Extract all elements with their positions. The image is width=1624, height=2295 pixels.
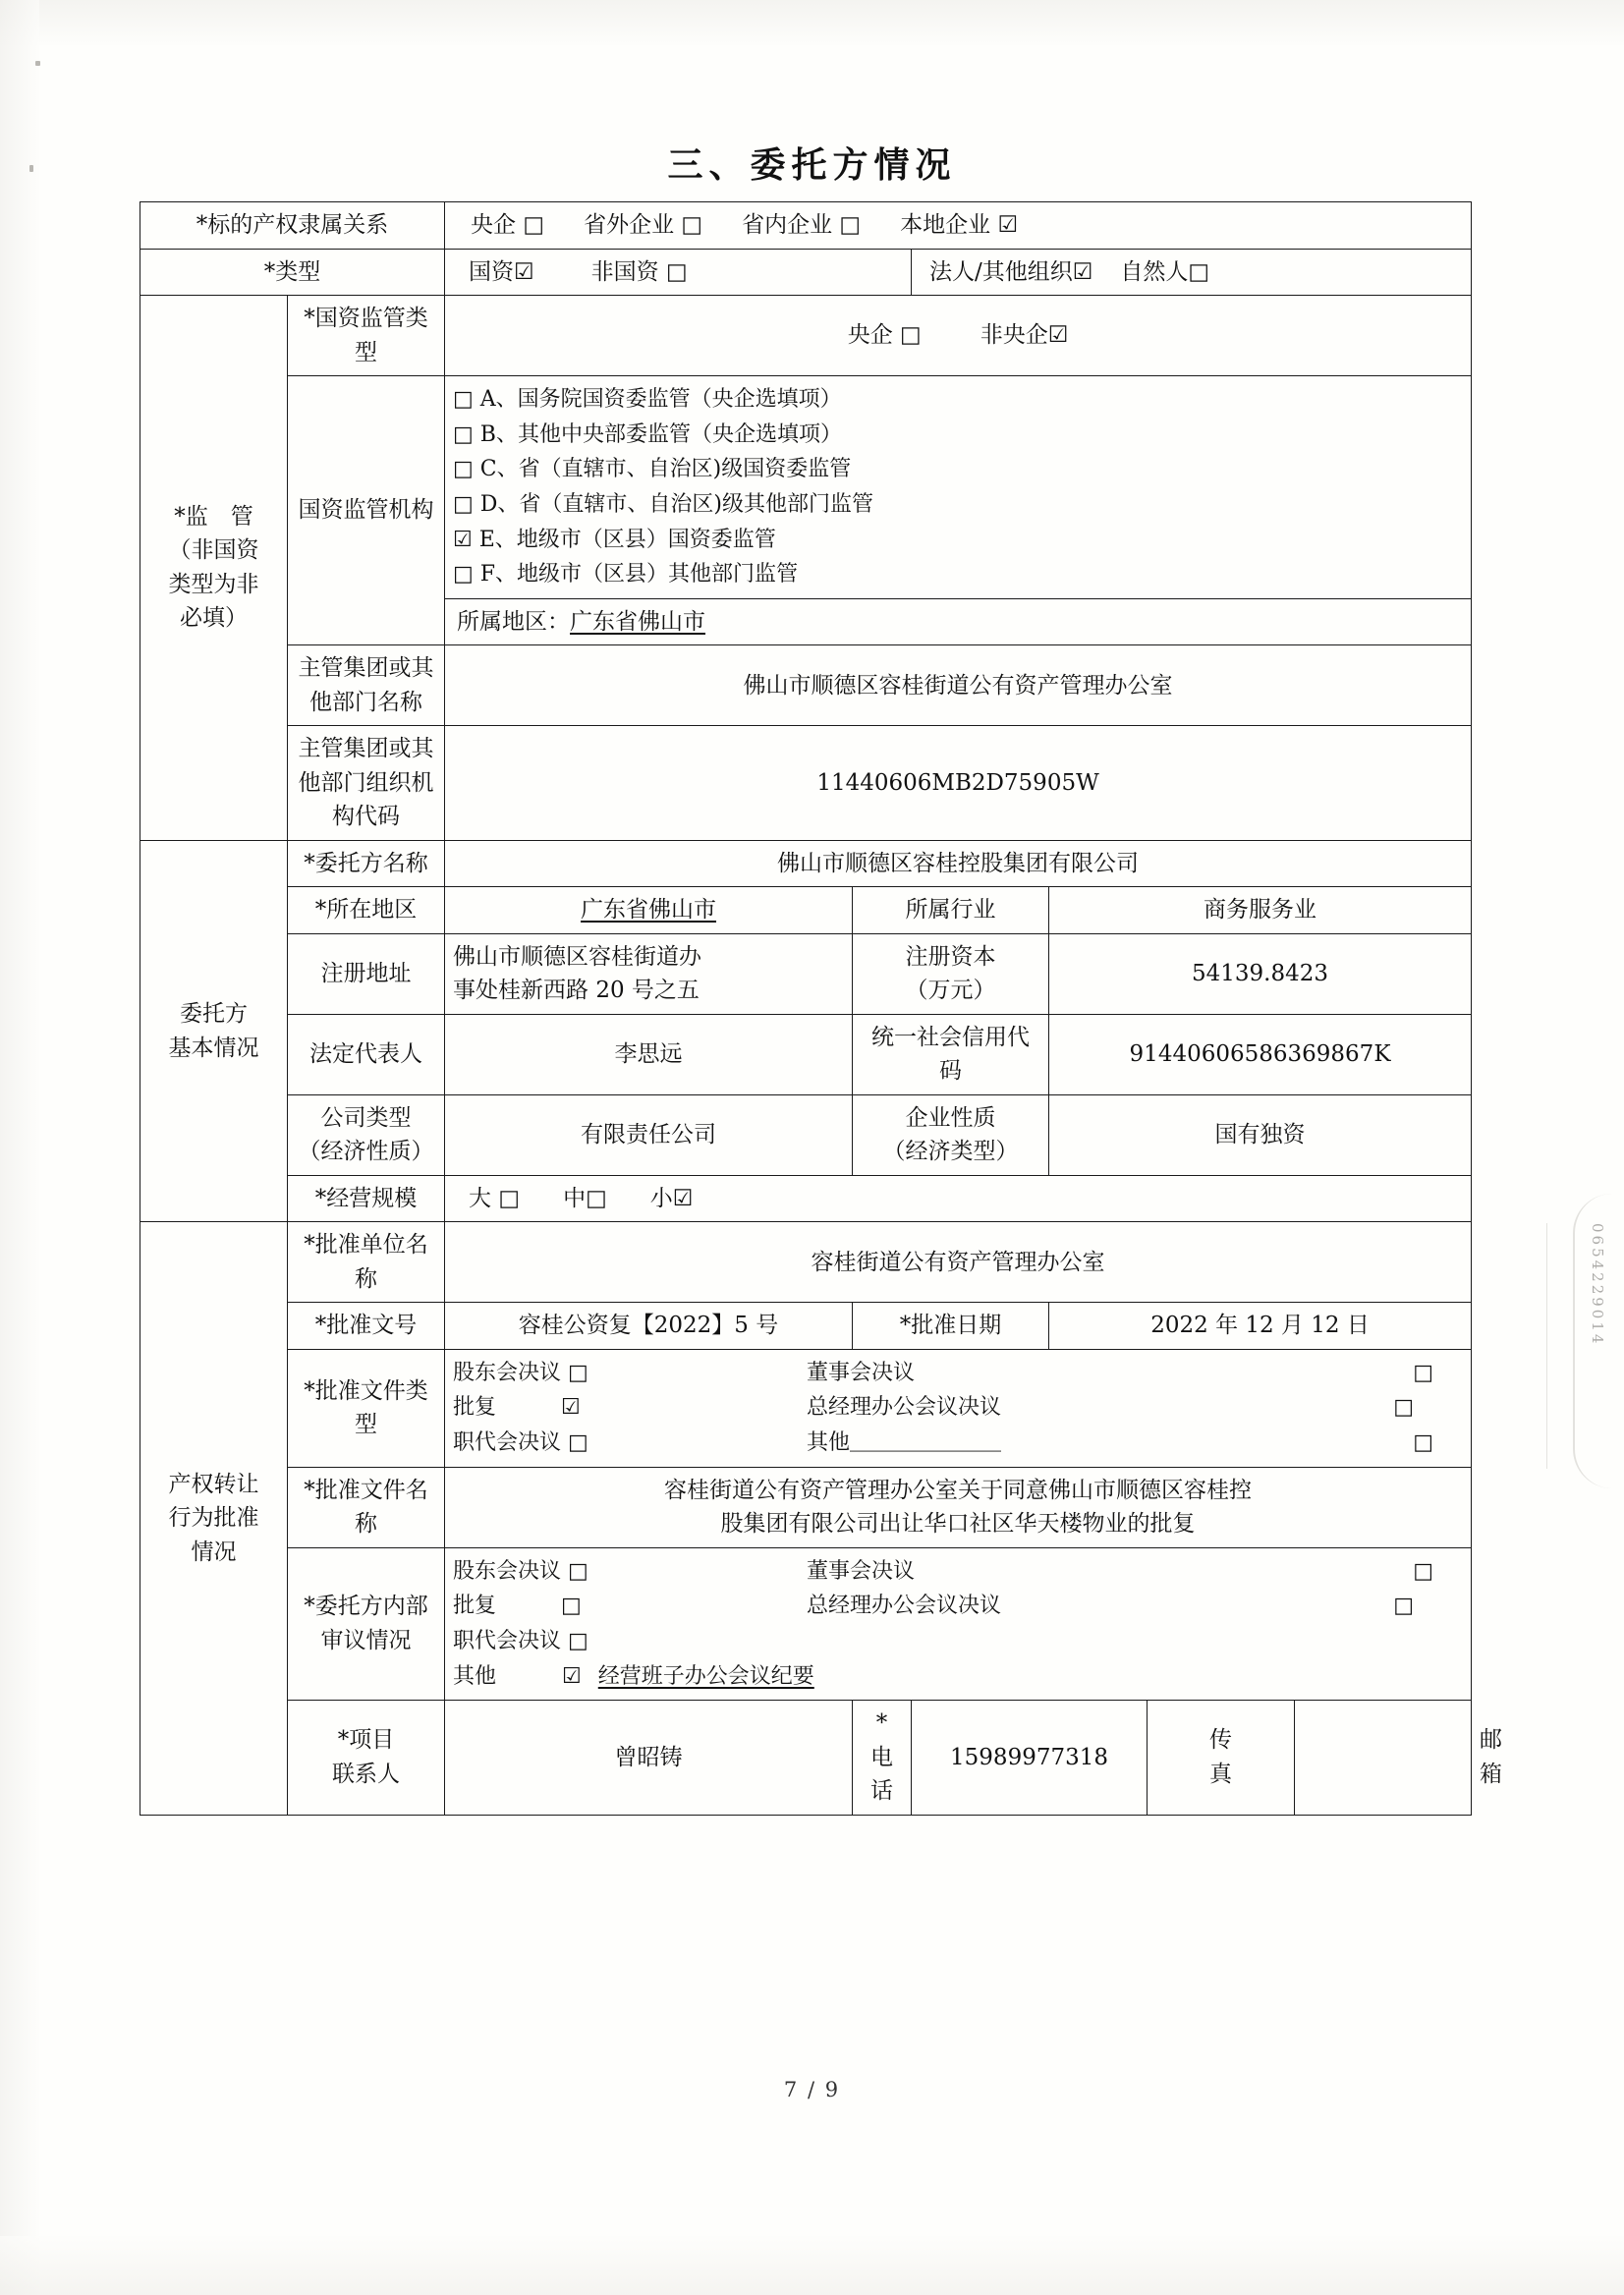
doctype-line-1 <box>453 1356 1463 1391</box>
doctype-option-reply[interactable]: 批复 ☑ <box>453 1395 581 1421</box>
client-capital-label-line1: 注册资本 <box>905 943 996 970</box>
client-address-value <box>445 933 853 1014</box>
ownership-option-3[interactable]: 本地企业 ☑ <box>900 212 1019 238</box>
type-group2 <box>912 249 1472 296</box>
ownership-options <box>445 202 1472 250</box>
supervision-label-line4: 必填） <box>180 605 248 632</box>
contact-phone-label-line1: * <box>875 1710 888 1737</box>
contact-label-line2: 联系人 <box>332 1761 400 1787</box>
client-basic-label <box>140 840 288 1222</box>
supervision-region-value: 广东省佛山市 <box>570 608 706 635</box>
sasac-org-options <box>445 376 1472 599</box>
ownership-label: *标的产权隶属关系 <box>140 202 445 250</box>
contact-name-value: 曾昭铸 <box>445 1701 853 1816</box>
client-address-label: 注册地址 <box>288 933 445 1014</box>
table-row-client-scale <box>140 1175 1472 1222</box>
approval-label-line2: 行为批准 <box>168 1505 259 1532</box>
contact-label-line1: *项目 <box>337 1727 395 1754</box>
contact-fax-label-line2: 真 <box>1209 1761 1233 1787</box>
type-label: *类型 <box>140 249 445 296</box>
supervision-region <box>445 598 1472 645</box>
approval-doctype-options <box>445 1349 1472 1467</box>
client-industry-value: 商务服务业 <box>1049 887 1472 934</box>
client-legal-label: 法定代表人 <box>288 1014 445 1094</box>
internal-line-4 <box>453 1659 1463 1695</box>
approval-doctype-label: *批准文件类型 <box>288 1349 445 1467</box>
approval-label-line3: 情况 <box>191 1539 237 1565</box>
sasac-type-option-central[interactable]: 央企 □ <box>847 322 922 349</box>
sasac-org-option-f[interactable]: □ F、地级市（区县）其他部门监管 <box>453 562 799 588</box>
supervision-region-label: 所属地区： <box>457 608 571 635</box>
contact-fax-value <box>1295 1701 1472 1816</box>
contact-fax-label-line1: 传 <box>1209 1727 1233 1754</box>
client-nature-label-line2: （经济类型） <box>882 1139 1019 1165</box>
client-name-value: 佛山市顺德区容桂控股集团有限公司 <box>445 840 1472 887</box>
doctype-option-shareholder[interactable]: 股东会决议 □ <box>453 1360 588 1385</box>
type-option-feiguozi[interactable]: 非国资 □ <box>590 258 688 285</box>
approval-label-line1: 产权转让 <box>168 1471 259 1497</box>
approval-date-label: *批准日期 <box>853 1303 1049 1350</box>
ownership-option-0[interactable]: 央企 □ <box>471 212 545 238</box>
type-option-legal[interactable]: 法人/其他组织☑ <box>929 258 1093 285</box>
client-company-type-label <box>288 1094 445 1175</box>
internal-option-shareholder[interactable]: 股东会决议 □ <box>453 1558 588 1584</box>
client-capital-label <box>853 933 1049 1014</box>
approval-docname-line2: 股集团有限公司出让华口社区华天楼物业的批复 <box>720 1511 1196 1538</box>
sasac-type-option-noncentral[interactable]: 非央企☑ <box>980 322 1069 349</box>
internal-line-2 <box>453 1589 1463 1624</box>
table-row-client-company-type <box>140 1094 1472 1175</box>
sasac-type-label: *国资监管类型 <box>288 296 445 376</box>
client-company-type-label-line2: （经济性质） <box>298 1139 434 1165</box>
supervision-label-line3: 类型为非 <box>168 571 259 597</box>
type-option-guozi[interactable]: 国资☑ <box>469 258 534 285</box>
internal-review-label-line2: 审议情况 <box>320 1627 412 1653</box>
table-row-internal-review <box>140 1547 1472 1701</box>
scale-option-large[interactable]: 大 □ <box>469 1185 521 1211</box>
client-nature-label <box>853 1094 1049 1175</box>
client-address-line1: 佛山市顺德区容桂街道办 <box>453 943 702 970</box>
internal-other-checkbox[interactable]: ☑ <box>562 1663 582 1689</box>
sasac-org-option-c[interactable]: □ C、省（直辖市、自治区)级国资委监管 <box>453 457 852 482</box>
client-company-type-label-line1: 公司类型 <box>320 1104 412 1131</box>
scan-speck <box>35 61 40 66</box>
approval-unit-value: 容桂街道公有资产管理办公室 <box>445 1222 1472 1303</box>
table-row-client-name <box>140 840 1472 887</box>
supervision-label-line2: （非国资 <box>168 537 259 564</box>
internal-review-label <box>288 1547 445 1701</box>
page-number: 7 / 9 <box>783 2078 841 2101</box>
client-nature-label-line1: 企业性质 <box>905 1104 996 1131</box>
type-group1 <box>445 249 912 296</box>
doctype-option-other[interactable]: 其他＿＿＿＿＿＿＿ □ <box>807 1430 1434 1455</box>
internal-line-1 <box>453 1554 1463 1590</box>
client-info-table <box>140 201 1503 1816</box>
contact-phone-label-line2: 电话 <box>870 1744 894 1805</box>
group-name-label: 主管集团或其他部门名称 <box>288 645 445 726</box>
group-code-value: 11440606MB2D75905W <box>445 726 1472 841</box>
client-region-label: *所在地区 <box>288 887 445 934</box>
internal-line-3[interactable]: 职代会决议 □ <box>453 1628 588 1653</box>
internal-option-other-label[interactable]: 其他 <box>453 1663 497 1689</box>
ownership-option-1[interactable]: 省外企业 □ <box>584 212 703 238</box>
doctype-line-2 <box>453 1390 1463 1426</box>
sasac-org-option-a[interactable]: □ A、国务院国资委监管（央企选填项） <box>453 387 842 412</box>
client-basic-label-line2: 基本情况 <box>168 1035 259 1061</box>
internal-option-board[interactable]: 董事会决议 □ <box>807 1558 1434 1584</box>
page-title: 三、委托方情况 <box>667 144 957 186</box>
scan-edge-left <box>0 0 39 2295</box>
client-capital-value: 54139.8423 <box>1049 933 1472 1014</box>
client-legal-value: 李思远 <box>445 1014 853 1094</box>
internal-review-label-line1: *委托方内部 <box>304 1594 428 1620</box>
doctype-option-board[interactable]: 董事会决议 □ <box>807 1360 1434 1385</box>
contact-label <box>288 1701 445 1816</box>
client-credit-value: 91440606586369867K <box>1049 1014 1472 1094</box>
table-row-group-code <box>140 726 1472 841</box>
sasac-type-options <box>445 296 1472 376</box>
client-company-type-value: 有限责任公司 <box>445 1094 853 1175</box>
table-row-approval-docno <box>140 1303 1472 1350</box>
internal-option-reply[interactable]: 批复 □ <box>453 1594 582 1619</box>
table-row-ownership <box>140 202 1472 250</box>
doctype-option-worker[interactable]: 职代会决议 □ <box>453 1430 588 1455</box>
client-capital-label-line2: （万元） <box>905 978 996 1004</box>
sasac-org-option-b[interactable]: □ B、其他中央部委监管（央企选填项） <box>453 421 842 447</box>
approval-label <box>140 1222 288 1815</box>
contact-email-label <box>1480 1723 1502 1791</box>
doctype-line-3 <box>453 1426 1463 1461</box>
approval-docname-value <box>445 1467 1472 1547</box>
internal-other-value: 经营班子办公会议纪要 <box>597 1663 814 1689</box>
table-row-client-region <box>140 887 1472 934</box>
client-scale-label: *经营规模 <box>288 1175 445 1222</box>
scan-edge-bottom <box>0 2236 1624 2295</box>
client-industry-label: 所属行业 <box>853 887 1049 934</box>
ownership-option-2[interactable]: 省内企业 □ <box>742 212 862 238</box>
sasac-org-option-d[interactable]: □ D、省（直辖市、自治区)级其他部门监管 <box>453 491 874 517</box>
sasac-org-option-e[interactable]: ☑ E、地级市（区县）国资委监管 <box>453 527 776 552</box>
client-credit-label: 统一社会信用代码 <box>853 1014 1049 1094</box>
scan-edge-top <box>0 0 1624 45</box>
sasac-org-label: 国资监管机构 <box>288 376 445 645</box>
type-option-natural[interactable]: 自然人□ <box>1120 258 1210 285</box>
approval-docname-line1: 容桂街道公有资产管理办公室关于同意佛山市顺德区容桂控 <box>664 1477 1253 1503</box>
table-row-contact <box>140 1701 1472 1816</box>
doctype-option-gm-meeting[interactable]: 总经理办公会议决议 □ <box>807 1395 1415 1421</box>
approval-unit-label: *批准单位名称 <box>288 1222 445 1303</box>
contact-email-label-line2: 箱 <box>1480 1761 1503 1787</box>
client-region-value: 广东省佛山市 <box>445 887 853 934</box>
contact-fax-label <box>1148 1701 1295 1816</box>
group-code-label: 主管集团或其他部门组织机构代码 <box>288 726 445 841</box>
contact-phone-label <box>853 1701 912 1816</box>
client-address-line2: 事处桂新西路 20 号之五 <box>453 978 700 1004</box>
supervision-label <box>140 296 288 841</box>
client-scale-options <box>445 1175 1472 1222</box>
table-row-approval-unit <box>140 1222 1472 1303</box>
table-row-client-address <box>140 933 1472 1014</box>
contact-email-label-line1: 邮 <box>1480 1727 1503 1754</box>
approval-date-value: 2022 年 12 月 12 日 <box>1049 1303 1472 1350</box>
scale-option-small[interactable]: 小☑ <box>649 1185 694 1211</box>
table-row-type <box>140 249 1472 296</box>
group-name-value: 佛山市顺德区容桂街道公有资产管理办公室 <box>445 645 1472 726</box>
approval-docname-label: *批准文件名称 <box>288 1467 445 1547</box>
client-basic-label-line1: 委托方 <box>180 1001 248 1027</box>
table-row-group-name <box>140 645 1472 726</box>
approval-docno-label: *批准文号 <box>288 1303 445 1350</box>
contact-phone-value: 15989977318 <box>912 1701 1148 1816</box>
client-nature-value: 国有独资 <box>1049 1094 1472 1175</box>
scale-option-medium[interactable]: 中□ <box>563 1185 607 1211</box>
client-name-label: *委托方名称 <box>288 840 445 887</box>
table-row-sasac-org <box>140 376 1472 599</box>
approval-docno-value: 容桂公资复【2022】5 号 <box>445 1303 853 1350</box>
table-row-client-legal <box>140 1014 1472 1094</box>
table-row-approval-doctype <box>140 1349 1472 1467</box>
internal-option-gm-meeting[interactable]: 总经理办公会议决议 □ <box>807 1594 1415 1619</box>
internal-review-options <box>445 1547 1472 1701</box>
table-row-sasac-type <box>140 296 1472 376</box>
supervision-label-line1: *监 管 <box>174 503 253 530</box>
table-row-approval-docname <box>140 1467 1472 1547</box>
seal-number: 0654229014 <box>1546 1223 1606 1469</box>
